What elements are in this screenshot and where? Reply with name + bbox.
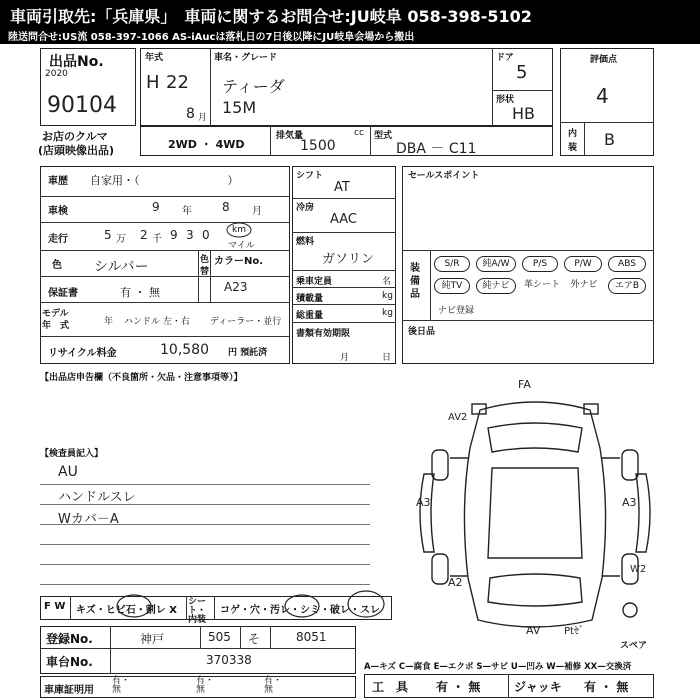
- car-diagram: [410, 388, 660, 642]
- disp-label: 排気量: [276, 131, 304, 141]
- lot-box: [40, 48, 136, 126]
- cert-yes-no-1: 有・無: [112, 676, 131, 695]
- color-label: 色: [52, 260, 62, 271]
- diagram-av: AV: [526, 624, 541, 637]
- model-change-label1: モデル: [42, 309, 69, 319]
- fuel-label: 燃料: [296, 237, 315, 247]
- interior-items: キズ・ヒビ石・割レ X: [76, 605, 177, 616]
- mileage-unit2: マイル: [228, 241, 255, 251]
- lot-number: 90104: [47, 93, 117, 118]
- ac-value: AAC: [330, 212, 357, 227]
- damage-legend: A—キズ C—腐食 E—エクボ S—サビ U—凹み W—補修 XX—交換済: [364, 662, 632, 672]
- color-change-label1: 色: [200, 255, 210, 265]
- diagram-a2: A2: [448, 576, 463, 589]
- equip-ext-navi: 外ナビ: [570, 280, 598, 290]
- equip-airbag: エアB: [608, 278, 646, 294]
- inspection-year: 9: [152, 200, 160, 214]
- inspection-year-unit: 年: [182, 206, 192, 217]
- diagram-a3-right: A3: [622, 496, 637, 509]
- year-label: 年式: [145, 53, 164, 63]
- year-month: 8: [186, 106, 195, 122]
- lot-label: 出品No.: [49, 54, 104, 70]
- fuel-value: ガソリン: [322, 252, 375, 267]
- equip-tv: 純TV: [434, 278, 470, 294]
- registration-label: 登録No.: [46, 632, 93, 646]
- diagram-w2: W2: [630, 564, 647, 575]
- mileage-man-unit: 万: [116, 234, 126, 245]
- mileage-man: 5: [104, 228, 112, 242]
- recycle-unit: 円 預託済: [228, 348, 268, 358]
- inspection-label: 車検: [48, 206, 68, 217]
- type-label: 型式: [374, 131, 393, 141]
- equip-pw: P/W: [564, 256, 602, 272]
- mileage-circle: [226, 222, 252, 238]
- chassis-label: 車台No.: [46, 655, 93, 669]
- drive-value: 2WD ・ 4WD: [168, 138, 245, 151]
- capacity-unit: 名: [382, 277, 392, 287]
- door-value: 5: [516, 62, 528, 83]
- chassis-value: 370338: [206, 653, 252, 667]
- shift-value: AT: [334, 180, 350, 195]
- interior-circles: [40, 580, 392, 624]
- year-era: H: [146, 72, 160, 93]
- registration-area: 神戸: [140, 632, 165, 646]
- load-label: 積載量: [296, 294, 324, 304]
- model-change-dealer: ディーラー・並行: [210, 317, 282, 327]
- shape-value: HB: [512, 104, 536, 123]
- mileage-label: 走行: [48, 234, 68, 245]
- reg-end-day: 日: [382, 353, 392, 363]
- weight-unit: kg: [382, 308, 393, 318]
- equip-ps: P/S: [522, 256, 558, 272]
- disp-unit: cc: [354, 128, 364, 138]
- tools-label: 工 具: [372, 680, 409, 694]
- model-grade: 15M: [222, 98, 257, 117]
- equip-leather: 革シート: [523, 280, 560, 290]
- lot-note1: お店のクルマ: [42, 130, 108, 143]
- color-code-label: カラーNo.: [214, 256, 264, 267]
- registration-kana: そ: [248, 632, 261, 646]
- disp-value: 1500: [300, 138, 336, 154]
- diagram-pte: Ptｾﾞ: [564, 626, 584, 637]
- sales-point-label: セールスポイント: [408, 171, 480, 181]
- mileage-d2: 3: [186, 228, 194, 242]
- warranty-value: 有 ・ 無: [120, 286, 160, 299]
- color-code: A23: [224, 280, 248, 294]
- header-line2: 陸送問合せ:US流 058-397-1066 AS-iAucは落札日の7日後以降にJU岐阜会場から搬出: [8, 32, 415, 43]
- color-change-label2: 替: [200, 267, 210, 277]
- interior-label2: 装: [568, 143, 578, 153]
- lot-sub: 2020: [45, 69, 68, 79]
- shift-label: シフト: [296, 171, 324, 181]
- registration-number: 8051: [296, 630, 327, 644]
- interior-fw: F W: [44, 601, 66, 612]
- jack-value: 有 ・ 無: [584, 680, 629, 694]
- later-label: 後日品: [408, 327, 436, 337]
- inspection-month-unit: 月: [252, 206, 262, 217]
- tools-value: 有 ・ 無: [436, 680, 481, 694]
- inspector-line1: AU: [58, 464, 78, 480]
- mileage-d1: 9: [170, 228, 178, 242]
- equip-alloy: 純A/W: [476, 256, 516, 272]
- capacity-label: 乗車定員: [296, 277, 333, 287]
- history-label: 車歴: [48, 176, 68, 187]
- navi-reg-label: ナビ登録: [438, 306, 475, 316]
- score-label: 評価点: [590, 55, 618, 65]
- inspector-line3: Wカバ－A: [58, 512, 119, 527]
- reg-end-label: 書類有効期限: [296, 329, 351, 339]
- weight-label: 総重量: [296, 311, 324, 321]
- year-month-unit: 月: [198, 113, 208, 123]
- recycle-label: リサイクル料金: [48, 348, 117, 359]
- year-value: 22: [166, 72, 189, 93]
- reg-end-month: 月: [340, 353, 350, 363]
- interior-seat-items: コゲ・穴・汚レ・シミ・破レ・スレ: [220, 605, 380, 616]
- cert-yes-no-2: 有・無: [196, 676, 215, 695]
- interior-label1: 内: [568, 129, 578, 139]
- header-bar: [0, 0, 700, 44]
- model-change-year: 年: [104, 317, 114, 327]
- interior-seat: シート・内装: [188, 597, 207, 625]
- mileage-d3: 0: [202, 228, 210, 242]
- door-label: ドア: [496, 53, 514, 63]
- diagram-fa: FA: [518, 378, 531, 391]
- model-change-handle: ハンドル 左・右: [124, 317, 190, 327]
- diagram-a3-left: A3: [416, 496, 431, 509]
- diagram-av2: AV2: [448, 412, 468, 423]
- cert-label: 車庫証明用: [44, 685, 94, 696]
- mileage-sen: 2: [140, 228, 148, 242]
- load-unit: kg: [382, 291, 393, 301]
- equip-abs: ABS: [608, 256, 646, 272]
- model-name: ティーダ: [222, 77, 285, 96]
- inspector-line2: ハンドルスレ: [58, 490, 136, 505]
- lot-note2: (店頭映像出品): [38, 144, 115, 157]
- mileage-unit: km: [232, 225, 246, 235]
- model-change-label2: 年 式: [42, 321, 70, 331]
- header-line1: 車両引取先:「兵庫県」 車両に関するお問合せ:JU岐阜 058-398-5102: [10, 7, 532, 26]
- model-label: 車名・グレード: [214, 53, 278, 63]
- cert-yes-no-3: 有・無: [264, 676, 283, 695]
- diagram-spare: スペア: [620, 641, 648, 651]
- shape-label: 形状: [496, 95, 515, 105]
- type-value: DBA － C11: [396, 141, 477, 157]
- inspector-label: 【検査員記入】: [40, 449, 104, 459]
- seller-notes-label: 【出品店申告欄（不良箇所・欠品・注意事項等）】: [40, 373, 243, 383]
- warranty-label: 保証書: [48, 288, 78, 299]
- interior-value: B: [604, 130, 615, 149]
- ac-label: 冷房: [296, 203, 315, 213]
- equip-sr: S/R: [434, 256, 470, 272]
- recycle-value: 10,580: [160, 342, 209, 358]
- inspection-month: 8: [222, 200, 230, 214]
- equip-navi: 純ナビ: [476, 278, 516, 294]
- jack-label: ジャッキ: [514, 680, 562, 694]
- color-value: シルバー: [94, 259, 149, 275]
- score-value: 4: [596, 84, 609, 108]
- history-value: 自家用・（ ）: [90, 174, 239, 187]
- equipment-label: 装備品: [410, 263, 420, 300]
- registration-class: 505: [208, 630, 231, 644]
- mileage-sen-unit: 千: [152, 234, 162, 245]
